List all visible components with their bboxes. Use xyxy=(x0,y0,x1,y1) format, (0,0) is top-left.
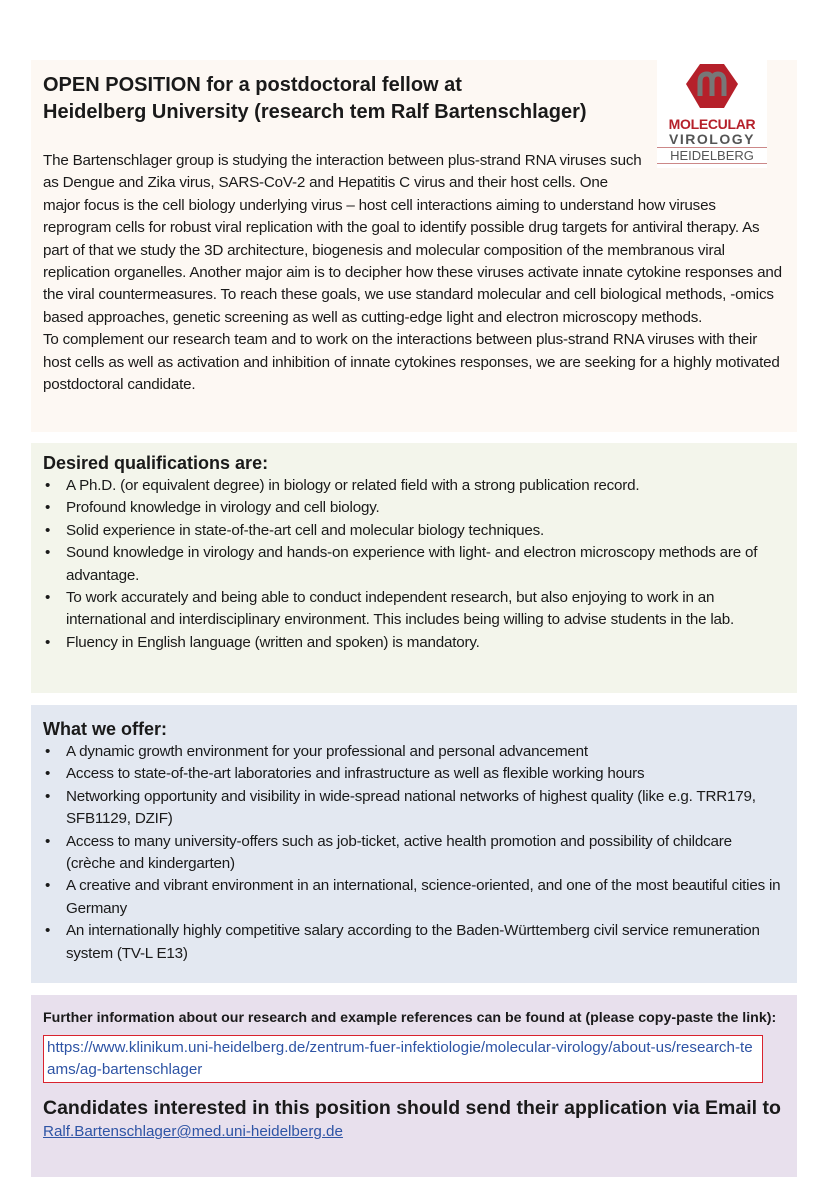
candidates-text: Candidates interested in this position should send their application via Email to xyxy=(43,1097,781,1119)
list-item: • A dynamic growth environment for your professional and personal advancement xyxy=(43,741,785,763)
offer-list xyxy=(43,741,785,965)
molecular-virology-logo xyxy=(657,60,767,168)
qualifications-heading: Desired qualifications are: xyxy=(43,453,269,473)
list-item: • Networking opportunity and visibility in wide-spread national networks of highest quality (like e.g. TRR179, SFB1129, DZIF) xyxy=(43,786,785,831)
list-item: • Access to many university-offers such as job-ticket, active health promotion and possibility of childcare (crèche and kindergarten) xyxy=(43,831,785,876)
qualifications-section xyxy=(31,443,797,693)
title-line-1: OPEN POSITION for a postdoctoral fellow at xyxy=(43,74,462,96)
offer-heading: What we offer: xyxy=(43,719,167,739)
logo-line-3: HEIDELBERG xyxy=(657,148,767,164)
list-item: • Sound knowledge in virology and hands-on experience with light- and electron microscopy methods are of advantage. xyxy=(43,542,785,587)
qualifications-list xyxy=(43,475,785,654)
intro-paragraph-1: The Bartenschlager group is studying the interaction between plus-strand RNA viruses such as Dengue and Zika virus, SARS-CoV-2 and Hepatitis C virus and their host cells. One major focus is the cell biology underlying virus – host cell interactions aiming to understand how viruses reprogram cells for robust viral replication with the goal to identify possible drug targets for antiviral therapy. As part of that we study the 3D architecture, biogenesis and molecular composition of the membranous viral replication organelles. Another major aim is to decipher how these viruses activate innate cytokine responses and the viral countermeasures. To reach these goals, we use standard molecular and cell biological methods, -omics based approaches, genetic screening as well as cutting-edge light and electron microscopy methods. xyxy=(43,152,782,326)
intro-paragraph-2: To complement our research team and to work on the interactions between plus-strand RNA viruses with their host cells as well as activation and inhibition of innate cytokines responses, we are seeking for a highly motivated postdoctoral candidate. xyxy=(43,331,780,394)
logo-line-1: MOLECULAR xyxy=(668,116,756,132)
list-item: • A Ph.D. (or equivalent degree) in biology or related field with a strong publication record. xyxy=(43,475,785,497)
logo-line-2: VIROLOGY xyxy=(657,132,767,148)
offer-section xyxy=(31,705,797,983)
logo-emblem-icon xyxy=(684,62,740,112)
research-team-link[interactable]: https://www.klinikum.uni-heidelberg.de/zentrum-fuer-infektiologie/molecular-virology/about-us/research-teams/ag-bartenschlager xyxy=(47,1039,753,1078)
title-line-2: Heidelberg University (research tem Ralf Bartenschlager) xyxy=(43,101,587,123)
link-box xyxy=(43,1035,763,1083)
list-item: • To work accurately and being able to conduct independent research, but also enjoying to work in an international and interdisciplinary environment. This includes being willing to advise students in the lab. xyxy=(43,587,785,632)
list-item: • Fluency in English language (written and spoken) is mandatory. xyxy=(43,632,785,654)
list-item: • A creative and vibrant environment in an international, science-oriented, and one of the most beautiful cities in Germany xyxy=(43,875,785,920)
intro-section xyxy=(31,60,797,432)
list-item: • Solid experience in state-of-the-art cell and molecular biology techniques. xyxy=(43,520,785,542)
further-info-text: Further information about our research and example references can be found at (please copy-paste the link): xyxy=(43,1010,777,1026)
contact-section xyxy=(31,995,797,1177)
email-link[interactable]: Ralf.Bartenschlager@med.uni-heidelberg.de xyxy=(43,1123,343,1140)
list-item: • Profound knowledge in virology and cell biology. xyxy=(43,497,785,519)
list-item: • An internationally highly competitive salary according to the Baden-Württemberg civil service remuneration system (TV-L E13) xyxy=(43,920,785,965)
list-item: • Access to state-of-the-art laboratories and infrastructure as well as flexible working hours xyxy=(43,763,785,785)
